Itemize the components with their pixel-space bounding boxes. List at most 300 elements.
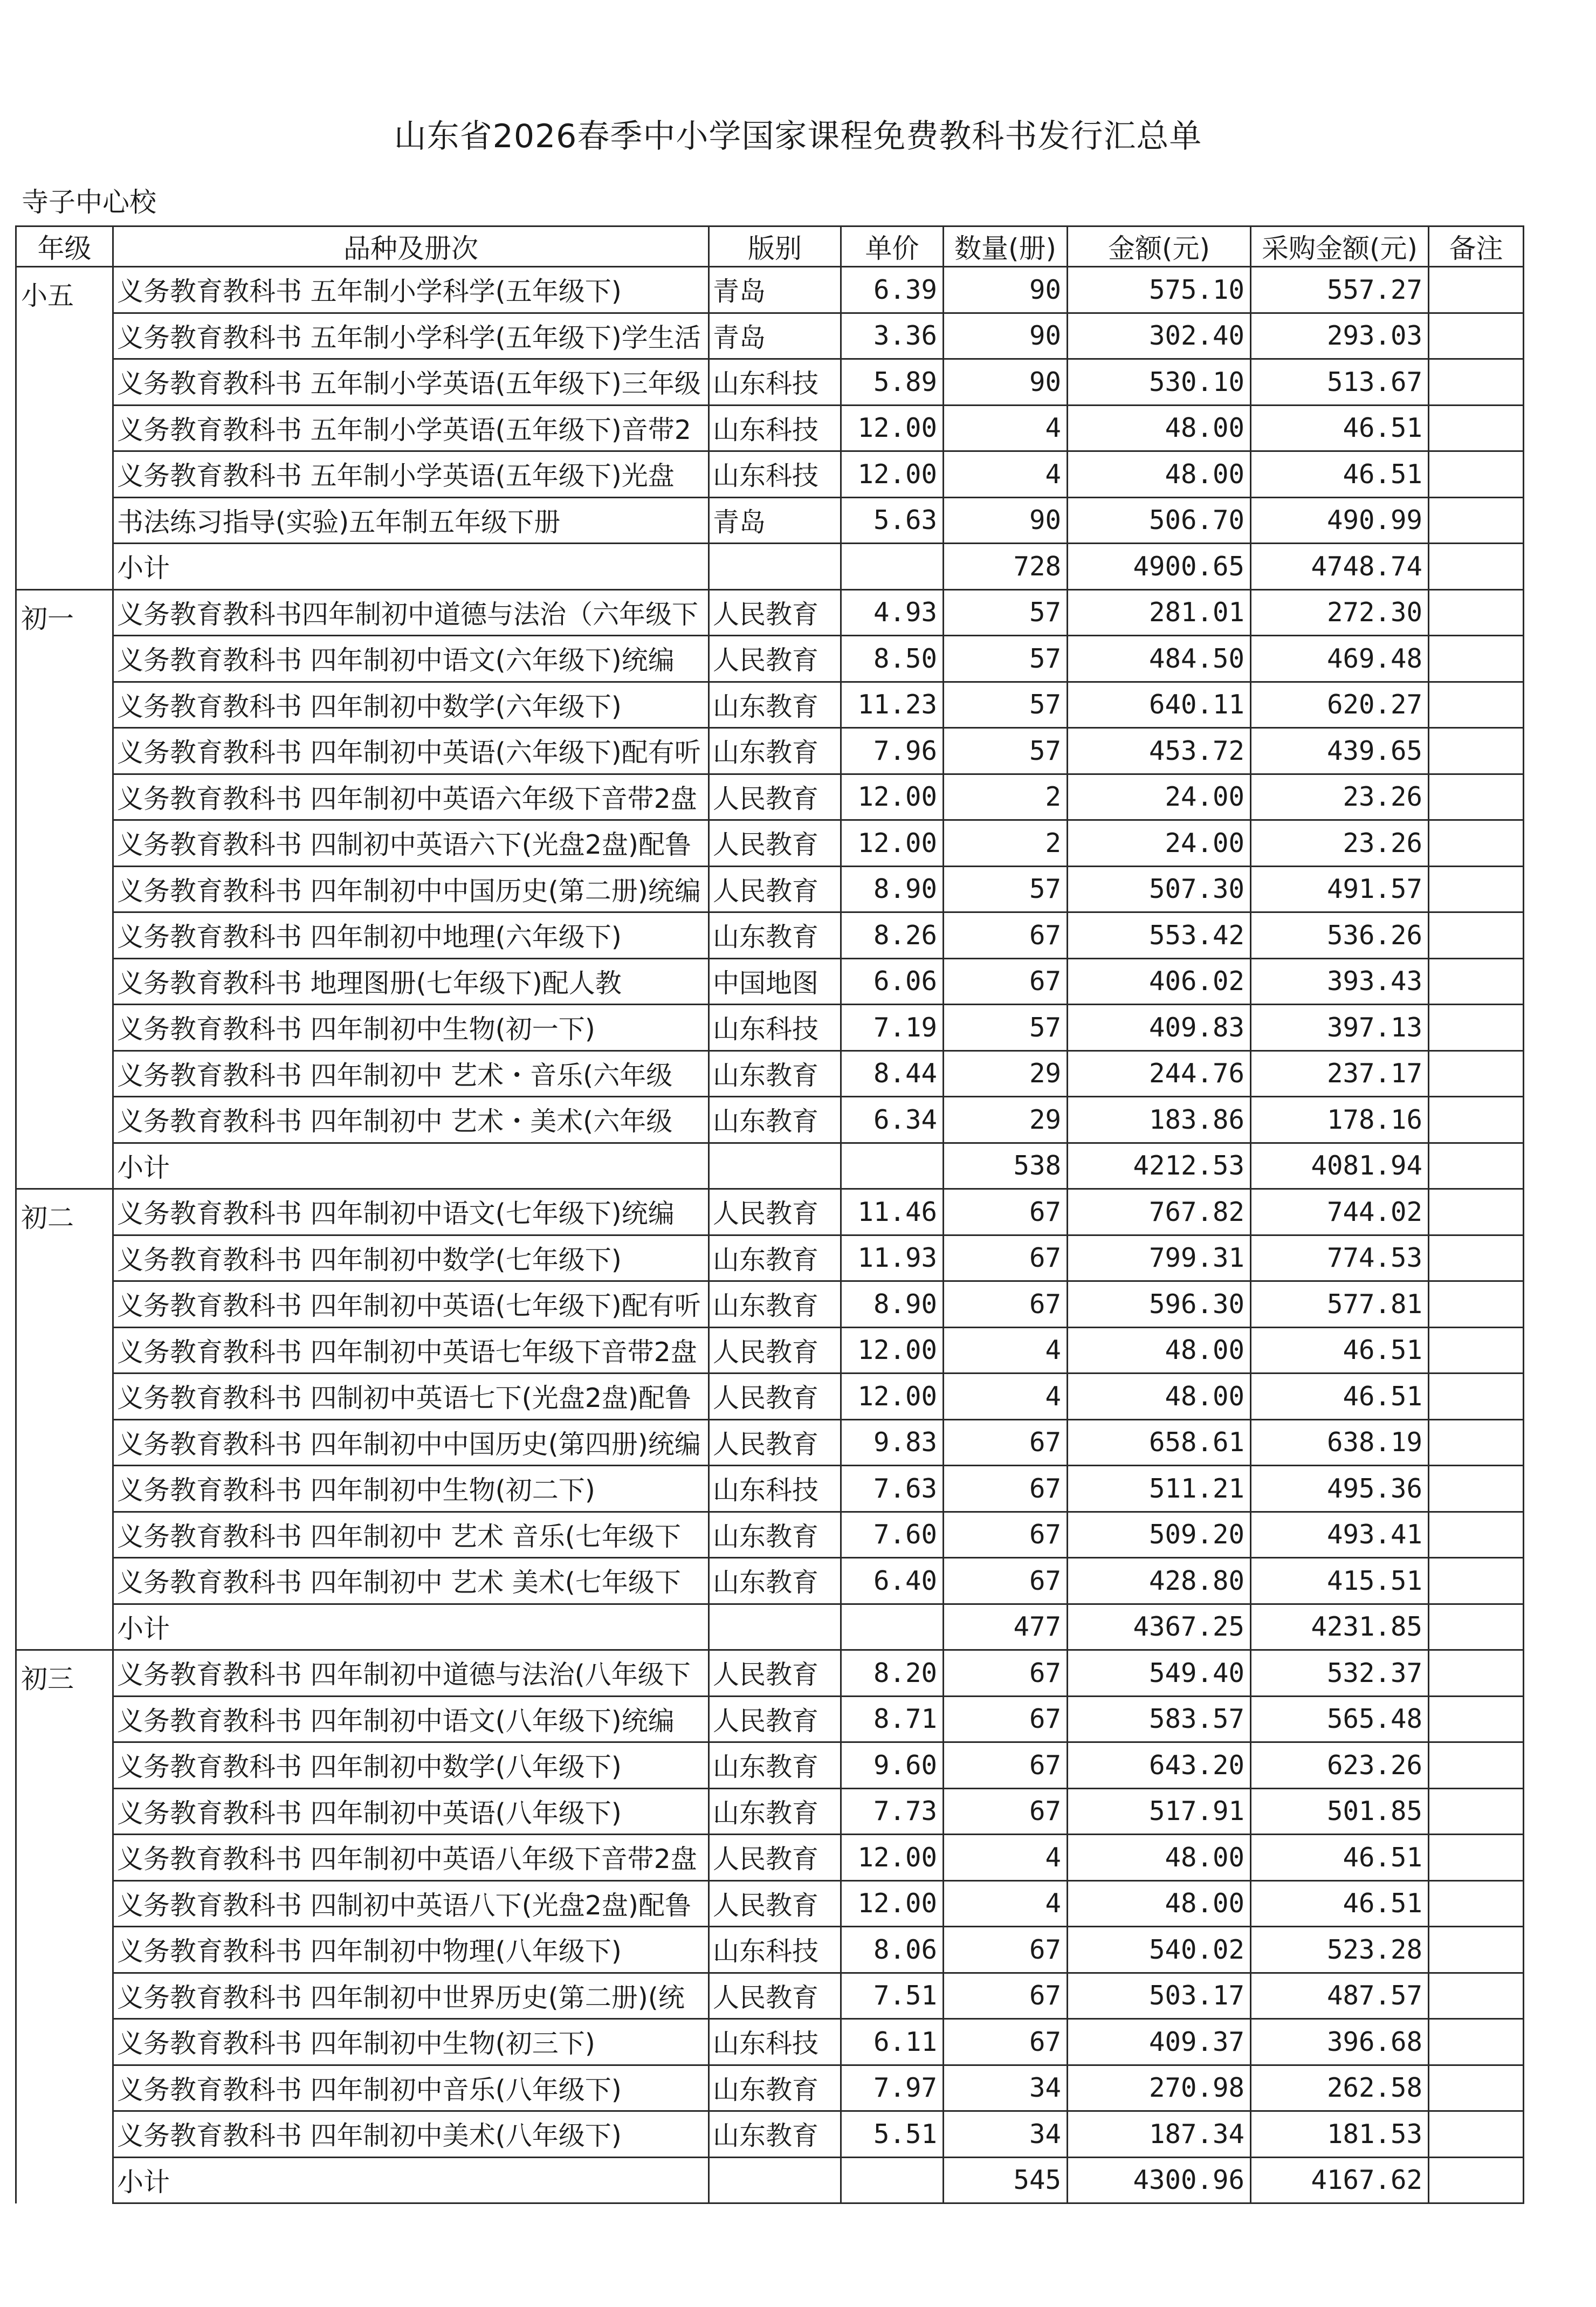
- purchase-amount-cell: 293.03: [1251, 313, 1429, 359]
- amount-cell: 643.20: [1068, 1742, 1251, 1789]
- purchase-amount-cell: 487.57: [1251, 1973, 1429, 2019]
- remarks-cell: [1429, 820, 1524, 867]
- table-row: [16, 1327, 1524, 1374]
- item-name-cell: 义务教育教科书 四年制初中语文(八年级下)统编: [113, 1696, 709, 1742]
- purchase-amount-cell: 439.65: [1251, 728, 1429, 774]
- publisher-cell: 人民教育: [709, 1835, 841, 1881]
- remarks-cell: [1429, 1696, 1524, 1742]
- publisher-cell: 人民教育: [709, 1189, 841, 1235]
- grade-cell: 初一: [16, 589, 113, 636]
- table-row: [16, 1189, 1524, 1235]
- publisher-cell: 青岛: [709, 313, 841, 359]
- table-row: [16, 2111, 1524, 2158]
- amount-cell: 549.40: [1068, 1650, 1251, 1697]
- publisher-cell: 人民教育: [709, 1374, 841, 1420]
- header-remarks: 备注: [1429, 226, 1524, 267]
- purchase-amount-cell: 272.30: [1251, 589, 1429, 636]
- remarks-cell: [1429, 313, 1524, 359]
- publisher-cell: 人民教育: [709, 866, 841, 912]
- item-name-cell: 义务教育教科书 四年制初中生物(初一下): [113, 1005, 709, 1051]
- unit-price-cell: 5.51: [841, 2111, 944, 2158]
- quantity-cell: 67: [944, 1189, 1068, 1235]
- table-row: [16, 1927, 1524, 1973]
- publisher-cell: 山东教育: [709, 1558, 841, 1604]
- table-row: [16, 1742, 1524, 1789]
- unit-price-cell: 8.50: [841, 636, 944, 682]
- purchase-amount-cell: 536.26: [1251, 912, 1429, 959]
- purchase-amount-cell: 397.13: [1251, 1005, 1429, 1051]
- unit-price-cell: 9.60: [841, 1742, 944, 1789]
- purchase-amount-cell: 46.51: [1251, 1835, 1429, 1881]
- remarks-cell: [1429, 1650, 1524, 1697]
- amount-cell: 48.00: [1068, 405, 1251, 451]
- unit-price-cell: 11.23: [841, 682, 944, 728]
- amount-cell: 658.61: [1068, 1419, 1251, 1466]
- publisher-cell: 人民教育: [709, 1973, 841, 2019]
- purchase-amount-cell: 557.27: [1251, 267, 1429, 313]
- purchase-amount-cell: 495.36: [1251, 1466, 1429, 1512]
- amount-cell: 640.11: [1068, 682, 1251, 728]
- unit-price-cell: 12.00: [841, 774, 944, 820]
- quantity-cell: 67: [944, 1973, 1068, 2019]
- amount-cell: 48.00: [1068, 1327, 1251, 1374]
- table-row: [16, 1050, 1524, 1097]
- unit-price-cell: 4.93: [841, 589, 944, 636]
- publisher-cell: 山东科技: [709, 1466, 841, 1512]
- grade-cell: [16, 2111, 113, 2158]
- grade-cell: [16, 958, 113, 1005]
- remarks-cell: [1429, 1512, 1524, 1558]
- remarks-cell: [1429, 1143, 1524, 1189]
- amount-cell: 503.17: [1068, 1973, 1251, 2019]
- amount-cell: 270.98: [1068, 2065, 1251, 2111]
- document-title: 山东省2026春季中小学国家课程免费教科书发行汇总单: [394, 118, 1202, 155]
- table-row: [16, 1281, 1524, 1328]
- grade-cell: [16, 1788, 113, 1835]
- unit-price-cell: 8.06: [841, 1927, 944, 1973]
- item-name-cell: 义务教育教科书 四年制初中 艺术・音乐(六年级: [113, 1050, 709, 1097]
- table-row: [16, 1973, 1524, 2019]
- amount-cell: 511.21: [1068, 1466, 1251, 1512]
- remarks-cell: [1429, 1466, 1524, 1512]
- quantity-cell: 34: [944, 2111, 1068, 2158]
- publisher-cell: 人民教育: [709, 636, 841, 682]
- header-publisher: 版别: [709, 226, 841, 267]
- table-row: [16, 912, 1524, 959]
- remarks-cell: [1429, 267, 1524, 313]
- table-row: [16, 2065, 1524, 2111]
- remarks-cell: [1429, 589, 1524, 636]
- unit-price-cell: 8.26: [841, 912, 944, 959]
- item-name-cell: 义务教育教科书 四年制初中英语(六年级下)配有听: [113, 728, 709, 774]
- purchase-amount-cell: 237.17: [1251, 1050, 1429, 1097]
- amount-cell: 767.82: [1068, 1189, 1251, 1235]
- item-name-cell: 义务教育教科书 四年制初中中国历史(第四册)统编: [113, 1419, 709, 1466]
- subtotal-purchase-amount: 4231.85: [1251, 1604, 1429, 1650]
- unit-price-cell: 12.00: [841, 1835, 944, 1881]
- item-name-cell: 义务教育教科书 四制初中英语七下(光盘2盘)配鲁: [113, 1374, 709, 1420]
- amount-cell: 484.50: [1068, 636, 1251, 682]
- purchase-amount-cell: 620.27: [1251, 682, 1429, 728]
- publisher-cell: 山东教育: [709, 912, 841, 959]
- quantity-cell: 67: [944, 1696, 1068, 1742]
- amount-cell: 583.57: [1068, 1696, 1251, 1742]
- purchase-amount-cell: 532.37: [1251, 1650, 1429, 1697]
- table-row: [16, 820, 1524, 867]
- purchase-amount-cell: 501.85: [1251, 1788, 1429, 1835]
- subtotal-amount: 4900.65: [1068, 544, 1251, 590]
- remarks-cell: [1429, 1005, 1524, 1051]
- table-row: [16, 313, 1524, 359]
- item-name-cell: 义务教育教科书 五年制小学英语(五年级下)音带2: [113, 405, 709, 451]
- textbook-summary-table: [15, 225, 1524, 2204]
- subtotal-purchase-amount: 4748.74: [1251, 544, 1429, 590]
- item-name-cell: 义务教育教科书 四年制初中 艺术 美术(七年级下: [113, 1558, 709, 1604]
- grade-cell: [16, 1466, 113, 1512]
- unit-price-cell: 7.97: [841, 2065, 944, 2111]
- remarks-cell: [1429, 1788, 1524, 1835]
- grade-cell: [16, 405, 113, 451]
- quantity-cell: 4: [944, 1880, 1068, 1927]
- empty-cell: [841, 1604, 944, 1650]
- item-name-cell: 义务教育教科书 四年制初中生物(初二下): [113, 1466, 709, 1512]
- quantity-cell: 67: [944, 958, 1068, 1005]
- publisher-cell: 人民教育: [709, 589, 841, 636]
- remarks-cell: [1429, 2157, 1524, 2203]
- item-name-cell: 义务教育教科书 四年制初中英语七年级下音带2盘: [113, 1327, 709, 1374]
- item-name-cell: 书法练习指导(实验)五年制五年级下册: [113, 497, 709, 544]
- grade-cell: [16, 1419, 113, 1466]
- remarks-cell: [1429, 1097, 1524, 1143]
- purchase-amount-cell: 46.51: [1251, 451, 1429, 498]
- publisher-cell: 山东教育: [709, 1235, 841, 1281]
- remarks-cell: [1429, 2065, 1524, 2111]
- amount-cell: 509.20: [1068, 1512, 1251, 1558]
- publisher-cell: 山东科技: [709, 451, 841, 498]
- remarks-cell: [1429, 1374, 1524, 1420]
- grade-cell: 初二: [16, 1189, 113, 1235]
- table-row: [16, 1650, 1524, 1697]
- subtotal-amount: 4367.25: [1068, 1604, 1251, 1650]
- publisher-cell: 人民教育: [709, 1419, 841, 1466]
- grade-cell: [16, 1005, 113, 1051]
- unit-price-cell: 3.36: [841, 313, 944, 359]
- subtotal-label: 小计: [113, 544, 709, 590]
- publisher-cell: 山东科技: [709, 359, 841, 406]
- amount-cell: 409.83: [1068, 1005, 1251, 1051]
- remarks-cell: [1429, 1973, 1524, 2019]
- subtotal-row: [16, 544, 1524, 590]
- grade-cell: [16, 1835, 113, 1881]
- amount-cell: 24.00: [1068, 820, 1251, 867]
- unit-price-cell: 5.63: [841, 497, 944, 544]
- header-row: [16, 226, 1524, 267]
- quantity-cell: 67: [944, 912, 1068, 959]
- publisher-cell: 山东教育: [709, 1742, 841, 1789]
- purchase-amount-cell: 493.41: [1251, 1512, 1429, 1558]
- header-quantity: 数量(册): [944, 226, 1068, 267]
- subtotal-label: 小计: [113, 1604, 709, 1650]
- remarks-cell: [1429, 359, 1524, 406]
- table-row: [16, 359, 1524, 406]
- item-name-cell: 义务教育教科书 四年制初中语文(七年级下)统编: [113, 1189, 709, 1235]
- grade-cell: [16, 1143, 113, 1189]
- empty-cell: [709, 1143, 841, 1189]
- quantity-cell: 67: [944, 1281, 1068, 1328]
- table-row: [16, 1235, 1524, 1281]
- remarks-cell: [1429, 958, 1524, 1005]
- subtotal-amount: 4300.96: [1068, 2157, 1251, 2203]
- amount-cell: 799.31: [1068, 1235, 1251, 1281]
- grade-cell: [16, 1512, 113, 1558]
- item-name-cell: 义务教育教科书 四年制初中物理(八年级下): [113, 1927, 709, 1973]
- subtotal-row: [16, 1143, 1524, 1189]
- purchase-amount-cell: 577.81: [1251, 1281, 1429, 1328]
- subtotal-purchase-amount: 4167.62: [1251, 2157, 1429, 2203]
- quantity-cell: 57: [944, 636, 1068, 682]
- remarks-cell: [1429, 912, 1524, 959]
- unit-price-cell: 8.20: [841, 1650, 944, 1697]
- empty-cell: [841, 2157, 944, 2203]
- unit-price-cell: 7.73: [841, 1788, 944, 1835]
- table-row: [16, 1097, 1524, 1143]
- unit-price-cell: 6.11: [841, 2019, 944, 2065]
- remarks-cell: [1429, 1604, 1524, 1650]
- subtotal-row: [16, 2157, 1524, 2203]
- subtotal-label: 小计: [113, 1143, 709, 1189]
- table-row: [16, 1512, 1524, 1558]
- item-name-cell: 义务教育教科书四年制初中道德与法治（六年级下: [113, 589, 709, 636]
- publisher-cell: 山东科技: [709, 405, 841, 451]
- unit-price-cell: 12.00: [841, 405, 944, 451]
- remarks-cell: [1429, 682, 1524, 728]
- table-row: [16, 405, 1524, 451]
- publisher-cell: 人民教育: [709, 1696, 841, 1742]
- item-name-cell: 义务教育教科书 四年制初中英语(八年级下): [113, 1788, 709, 1835]
- empty-cell: [709, 1604, 841, 1650]
- amount-cell: 453.72: [1068, 728, 1251, 774]
- publisher-cell: 中国地图: [709, 958, 841, 1005]
- unit-price-cell: 12.00: [841, 1880, 944, 1927]
- subtotal-amount: 4212.53: [1068, 1143, 1251, 1189]
- purchase-amount-cell: 638.19: [1251, 1419, 1429, 1466]
- grade-cell: [16, 1327, 113, 1374]
- grade-cell: [16, 1696, 113, 1742]
- quantity-cell: 57: [944, 728, 1068, 774]
- item-name-cell: 义务教育教科书 五年制小学科学(五年级下): [113, 267, 709, 313]
- table-row: [16, 1466, 1524, 1512]
- item-name-cell: 义务教育教科书 四年制初中数学(六年级下): [113, 682, 709, 728]
- purchase-amount-cell: 181.53: [1251, 2111, 1429, 2158]
- grade-cell: [16, 1050, 113, 1097]
- item-name-cell: 义务教育教科书 四年制初中 艺术・美术(六年级: [113, 1097, 709, 1143]
- quantity-cell: 57: [944, 866, 1068, 912]
- quantity-cell: 67: [944, 1742, 1068, 1789]
- amount-cell: 48.00: [1068, 1880, 1251, 1927]
- remarks-cell: [1429, 1742, 1524, 1789]
- grade-cell: [16, 2019, 113, 2065]
- remarks-cell: [1429, 451, 1524, 498]
- unit-price-cell: 6.39: [841, 267, 944, 313]
- unit-price-cell: 7.63: [841, 1466, 944, 1512]
- header-purchase-amount: 采购金额(元): [1251, 226, 1429, 267]
- purchase-amount-cell: 23.26: [1251, 820, 1429, 867]
- remarks-cell: [1429, 1927, 1524, 1973]
- table-body: [16, 267, 1524, 2203]
- quantity-cell: 67: [944, 1512, 1068, 1558]
- subtotal-row: [16, 1604, 1524, 1650]
- table-row: [16, 589, 1524, 636]
- grade-cell: [16, 1742, 113, 1789]
- item-name-cell: 义务教育教科书 四年制初中音乐(八年级下): [113, 2065, 709, 2111]
- grade-cell: [16, 544, 113, 590]
- unit-price-cell: 9.83: [841, 1419, 944, 1466]
- grade-cell: 初三: [16, 1650, 113, 1697]
- amount-cell: 187.34: [1068, 2111, 1251, 2158]
- item-name-cell: 义务教育教科书 五年制小学科学(五年级下)学生活: [113, 313, 709, 359]
- quantity-cell: 67: [944, 1466, 1068, 1512]
- grade-cell: [16, 1604, 113, 1650]
- remarks-cell: [1429, 1419, 1524, 1466]
- item-name-cell: 义务教育教科书 四年制初中英语八年级下音带2盘: [113, 1835, 709, 1881]
- grade-cell: [16, 866, 113, 912]
- unit-price-cell: 5.89: [841, 359, 944, 406]
- publisher-cell: 青岛: [709, 497, 841, 544]
- publisher-cell: 人民教育: [709, 774, 841, 820]
- amount-cell: 517.91: [1068, 1788, 1251, 1835]
- table-row: [16, 958, 1524, 1005]
- table-row: [16, 1696, 1524, 1742]
- item-name-cell: 义务教育教科书 四年制初中中国历史(第二册)统编: [113, 866, 709, 912]
- publisher-cell: 山东科技: [709, 2019, 841, 2065]
- remarks-cell: [1429, 866, 1524, 912]
- remarks-cell: [1429, 1327, 1524, 1374]
- remarks-cell: [1429, 1558, 1524, 1604]
- purchase-amount-cell: 774.53: [1251, 1235, 1429, 1281]
- unit-price-cell: 8.44: [841, 1050, 944, 1097]
- unit-price-cell: 7.19: [841, 1005, 944, 1051]
- quantity-cell: 90: [944, 313, 1068, 359]
- remarks-cell: [1429, 728, 1524, 774]
- quantity-cell: 29: [944, 1097, 1068, 1143]
- unit-price-cell: 8.90: [841, 866, 944, 912]
- subtotal-quantity: 728: [944, 544, 1068, 590]
- quantity-cell: 57: [944, 682, 1068, 728]
- table-row: [16, 1835, 1524, 1881]
- amount-cell: 183.86: [1068, 1097, 1251, 1143]
- unit-price-cell: 7.96: [841, 728, 944, 774]
- item-name-cell: 义务教育教科书 四制初中英语六下(光盘2盘)配鲁: [113, 820, 709, 867]
- unit-price-cell: 12.00: [841, 1327, 944, 1374]
- item-name-cell: 义务教育教科书 四年制初中地理(六年级下): [113, 912, 709, 959]
- amount-cell: 530.10: [1068, 359, 1251, 406]
- grade-cell: [16, 682, 113, 728]
- unit-price-cell: 12.00: [841, 820, 944, 867]
- amount-cell: 409.37: [1068, 2019, 1251, 2065]
- remarks-cell: [1429, 405, 1524, 451]
- item-name-cell: 义务教育教科书 四年制初中世界历史(第二册)(统: [113, 1973, 709, 2019]
- remarks-cell: [1429, 1235, 1524, 1281]
- quantity-cell: 4: [944, 1327, 1068, 1374]
- purchase-amount-cell: 415.51: [1251, 1558, 1429, 1604]
- amount-cell: 48.00: [1068, 451, 1251, 498]
- publisher-cell: 山东教育: [709, 682, 841, 728]
- grade-cell: [16, 1235, 113, 1281]
- table-row: [16, 1374, 1524, 1420]
- purchase-amount-cell: 513.67: [1251, 359, 1429, 406]
- amount-cell: 48.00: [1068, 1835, 1251, 1881]
- remarks-cell: [1429, 774, 1524, 820]
- item-name-cell: 义务教育教科书 四年制初中道德与法治(八年级下: [113, 1650, 709, 1697]
- amount-cell: 428.80: [1068, 1558, 1251, 1604]
- table-row: [16, 728, 1524, 774]
- unit-price-cell: 7.60: [841, 1512, 944, 1558]
- subtotal-purchase-amount: 4081.94: [1251, 1143, 1429, 1189]
- unit-price-cell: 8.71: [841, 1696, 944, 1742]
- grade-cell: [16, 1097, 113, 1143]
- publisher-cell: 山东科技: [709, 1927, 841, 1973]
- amount-cell: 302.40: [1068, 313, 1251, 359]
- grade-cell: [16, 1558, 113, 1604]
- quantity-cell: 4: [944, 451, 1068, 498]
- empty-cell: [709, 544, 841, 590]
- quantity-cell: 90: [944, 267, 1068, 313]
- grade-cell: [16, 1927, 113, 1973]
- item-name-cell: 义务教育教科书 四年制初中数学(八年级下): [113, 1742, 709, 1789]
- item-name-cell: 义务教育教科书 五年制小学英语(五年级下)三年级: [113, 359, 709, 406]
- publisher-cell: 山东教育: [709, 1050, 841, 1097]
- unit-price-cell: 8.90: [841, 1281, 944, 1328]
- purchase-amount-cell: 262.58: [1251, 2065, 1429, 2111]
- table-row: [16, 1558, 1524, 1604]
- quantity-cell: 90: [944, 359, 1068, 406]
- header-unit-price: 单价: [841, 226, 944, 267]
- publisher-cell: 人民教育: [709, 1650, 841, 1697]
- grade-cell: [16, 497, 113, 544]
- amount-cell: 244.76: [1068, 1050, 1251, 1097]
- grade-cell: [16, 774, 113, 820]
- grade-cell: [16, 1880, 113, 1927]
- grade-cell: [16, 1281, 113, 1328]
- purchase-amount-cell: 46.51: [1251, 1374, 1429, 1420]
- publisher-cell: 山东教育: [709, 2065, 841, 2111]
- remarks-cell: [1429, 2111, 1524, 2158]
- publisher-cell: 山东教育: [709, 1788, 841, 1835]
- publisher-cell: 青岛: [709, 267, 841, 313]
- grade-cell: 小五: [16, 267, 113, 313]
- grade-cell: [16, 451, 113, 498]
- amount-cell: 24.00: [1068, 774, 1251, 820]
- grade-cell: [16, 2157, 113, 2203]
- purchase-amount-cell: 178.16: [1251, 1097, 1429, 1143]
- quantity-cell: 67: [944, 1788, 1068, 1835]
- remarks-cell: [1429, 1880, 1524, 1927]
- purchase-amount-cell: 565.48: [1251, 1696, 1429, 1742]
- grade-cell: [16, 1374, 113, 1420]
- publisher-cell: 山东教育: [709, 2111, 841, 2158]
- item-name-cell: 义务教育教科书 四年制初中美术(八年级下): [113, 2111, 709, 2158]
- grade-cell: [16, 912, 113, 959]
- publisher-cell: 山东教育: [709, 1097, 841, 1143]
- item-name-cell: 义务教育教科书 四年制初中生物(初三下): [113, 2019, 709, 2065]
- item-name-cell: 义务教育教科书 四制初中英语八下(光盘2盘)配鲁: [113, 1880, 709, 1927]
- purchase-amount-cell: 490.99: [1251, 497, 1429, 544]
- amount-cell: 540.02: [1068, 1927, 1251, 1973]
- remarks-cell: [1429, 1050, 1524, 1097]
- header-grade: 年级: [16, 226, 113, 267]
- amount-cell: 281.01: [1068, 589, 1251, 636]
- publisher-cell: 人民教育: [709, 1327, 841, 1374]
